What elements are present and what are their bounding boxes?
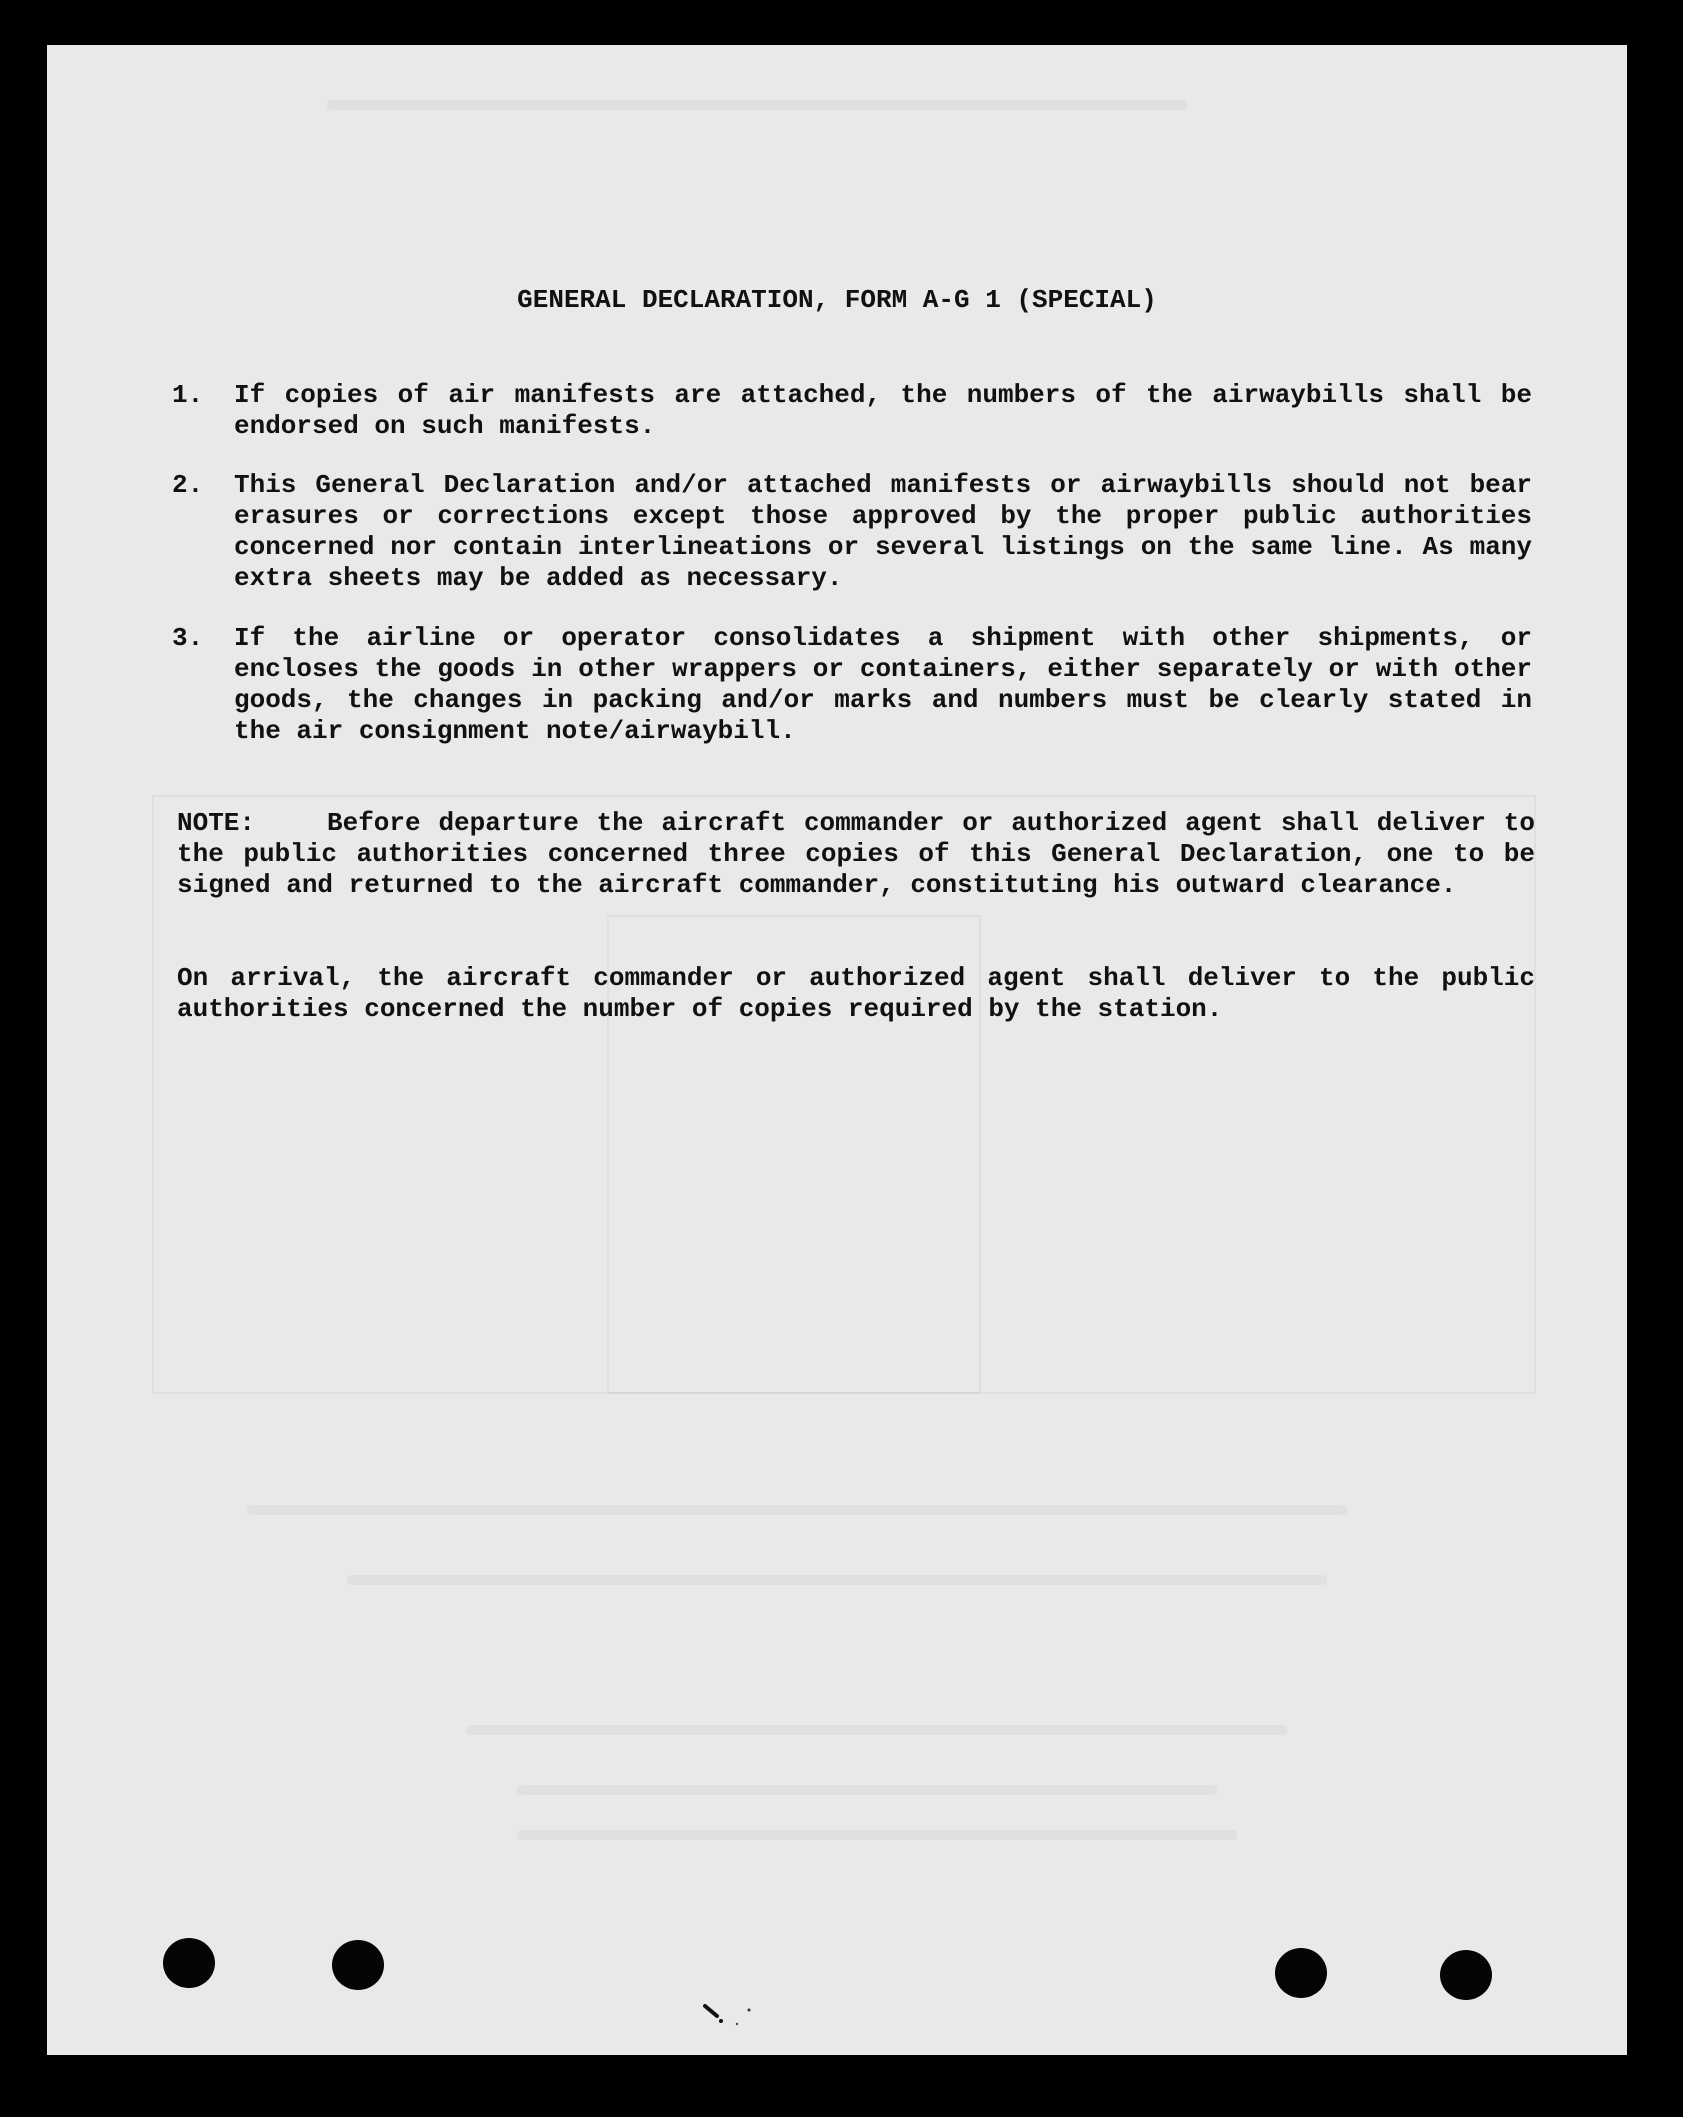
- item-number: 1.: [172, 380, 204, 410]
- show-through-line: [247, 1505, 1347, 1515]
- item-number: 3.: [172, 623, 204, 653]
- ink-specks: [697, 2000, 777, 2030]
- document-title: GENERAL DECLARATION, FORM A-G 1 (SPECIAL): [517, 285, 1157, 315]
- note-paragraph: [177, 808, 1535, 901]
- show-through-line: [517, 1830, 1237, 1840]
- show-through-line: [347, 1575, 1327, 1585]
- arrival-paragraph: On arrival, the aircraft commander or authorized agent shall deliver to the public authorities concerned the number of copies required by the station.: [177, 963, 1535, 1024]
- document-page: [47, 45, 1627, 2055]
- item-text: If copies of air manifests are attached, the numbers of the airwaybills shall be endorsed on such manifests.: [234, 380, 1532, 441]
- show-through-line: [327, 100, 1187, 110]
- punch-hole: [332, 1940, 384, 1990]
- punch-hole: [1440, 1950, 1492, 2000]
- show-through-line: [517, 1785, 1217, 1795]
- item-text: If the airline or operator consolidates a shipment with other shipments, or encloses the goods in other wrappers or containers, either separately or with other goods, the changes in packing and/or marks and numbers must be clearly stated in the air consignment note/airwaybill.: [234, 623, 1532, 746]
- show-through-line: [467, 1725, 1287, 1735]
- item-number: 2.: [172, 470, 204, 500]
- punch-hole: [1275, 1948, 1327, 1998]
- item-text: This General Declaration and/or attached manifests or airwaybills should not bear erasures or corrections except those approved by the proper public authorities concerned nor contain interlineations or several listings on the same line. As many extra sheets may be added as necessary.: [234, 470, 1532, 593]
- note-text: Before departure the aircraft commander or authorized agent shall deliver to the public authorities concerned three copies of this General Declaration, one to be signed and returned to the aircraft commander, constituting his outward clearance.: [177, 808, 1535, 900]
- note-label: NOTE:: [177, 808, 256, 838]
- punch-hole: [163, 1938, 215, 1988]
